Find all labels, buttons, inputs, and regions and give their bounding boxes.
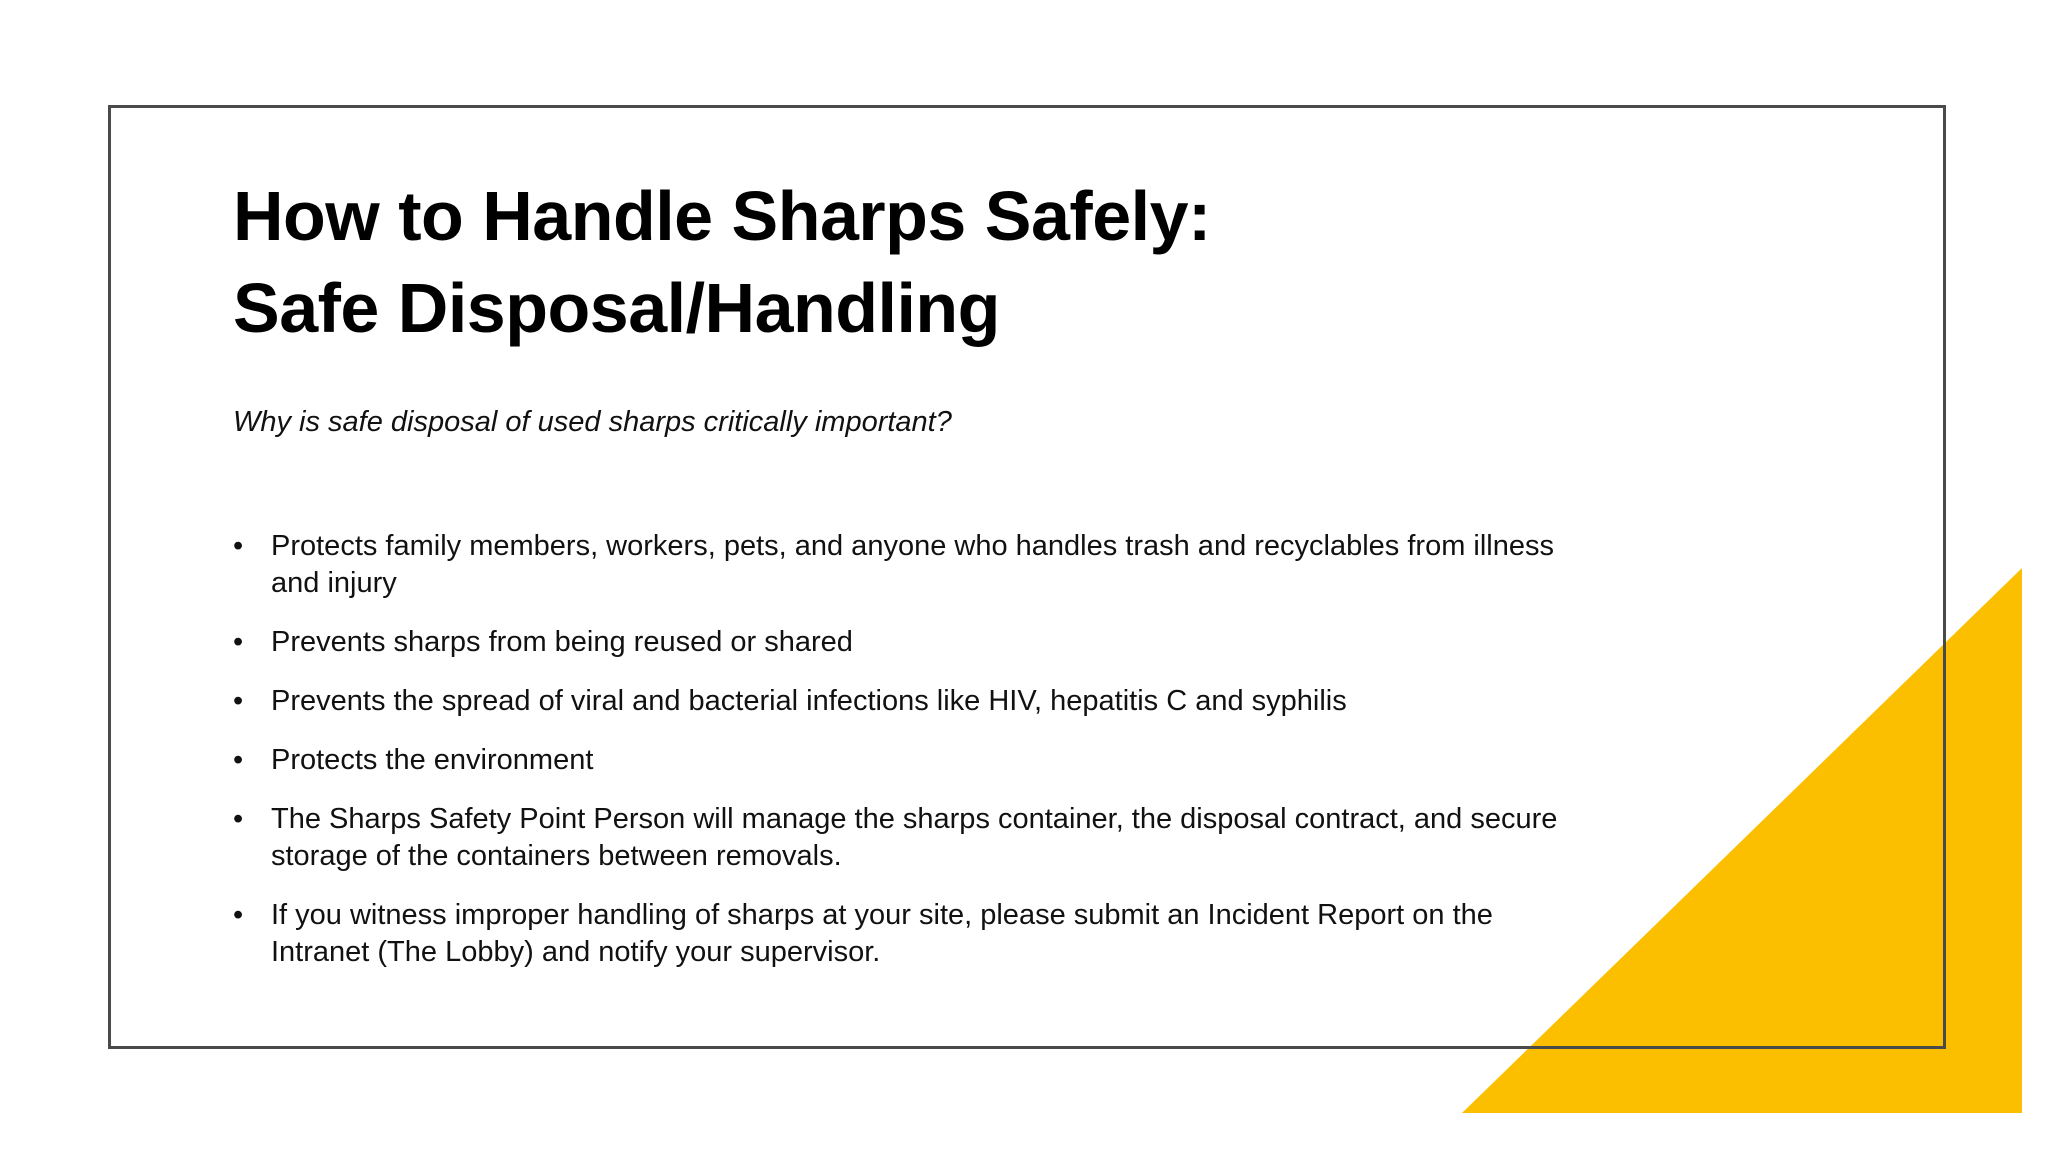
bullet-icon: • [233, 744, 244, 776]
subtitle-question: Why is safe disposal of used sharps critically important? [233, 406, 952, 438]
list-item [233, 528, 1593, 602]
bullet-text: Prevents sharps from being reused or shared [271, 626, 853, 658]
bullet-list [233, 528, 1593, 971]
bullet-text: Protects family members, workers, pets, and anyone who handles trash and recyclables from illness and injury [271, 530, 1555, 599]
bullet-icon: • [233, 626, 244, 658]
list-item [233, 624, 1593, 661]
title-line-2: Safe Disposal/Handling [233, 269, 1000, 347]
bullet-icon: • [233, 685, 244, 717]
bullet-icon: • [233, 899, 244, 931]
bullet-text: Prevents the spread of viral and bacterial infections like HIV, hepatitis C and syphilis [271, 685, 1347, 717]
list-item [233, 801, 1593, 875]
bullet-icon: • [233, 803, 244, 835]
page-title [233, 170, 1633, 354]
title-line-1: How to Handle Sharps Safely: [233, 177, 1211, 255]
bullet-text: If you witness improper handling of sharps at your site, please submit an Incident Report on the Intranet (The Lobby) and notify your supervisor. [271, 899, 1493, 968]
bullet-text: The Sharps Safety Point Person will manage the sharps container, the disposal contract, and secure storage of the containers between removals. [271, 803, 1558, 872]
bullet-icon: • [233, 530, 244, 562]
bullet-text: Protects the environment [271, 744, 594, 776]
list-item [233, 742, 1593, 779]
list-item [233, 683, 1593, 720]
list-item [233, 897, 1593, 971]
slide-content [233, 170, 1633, 993]
